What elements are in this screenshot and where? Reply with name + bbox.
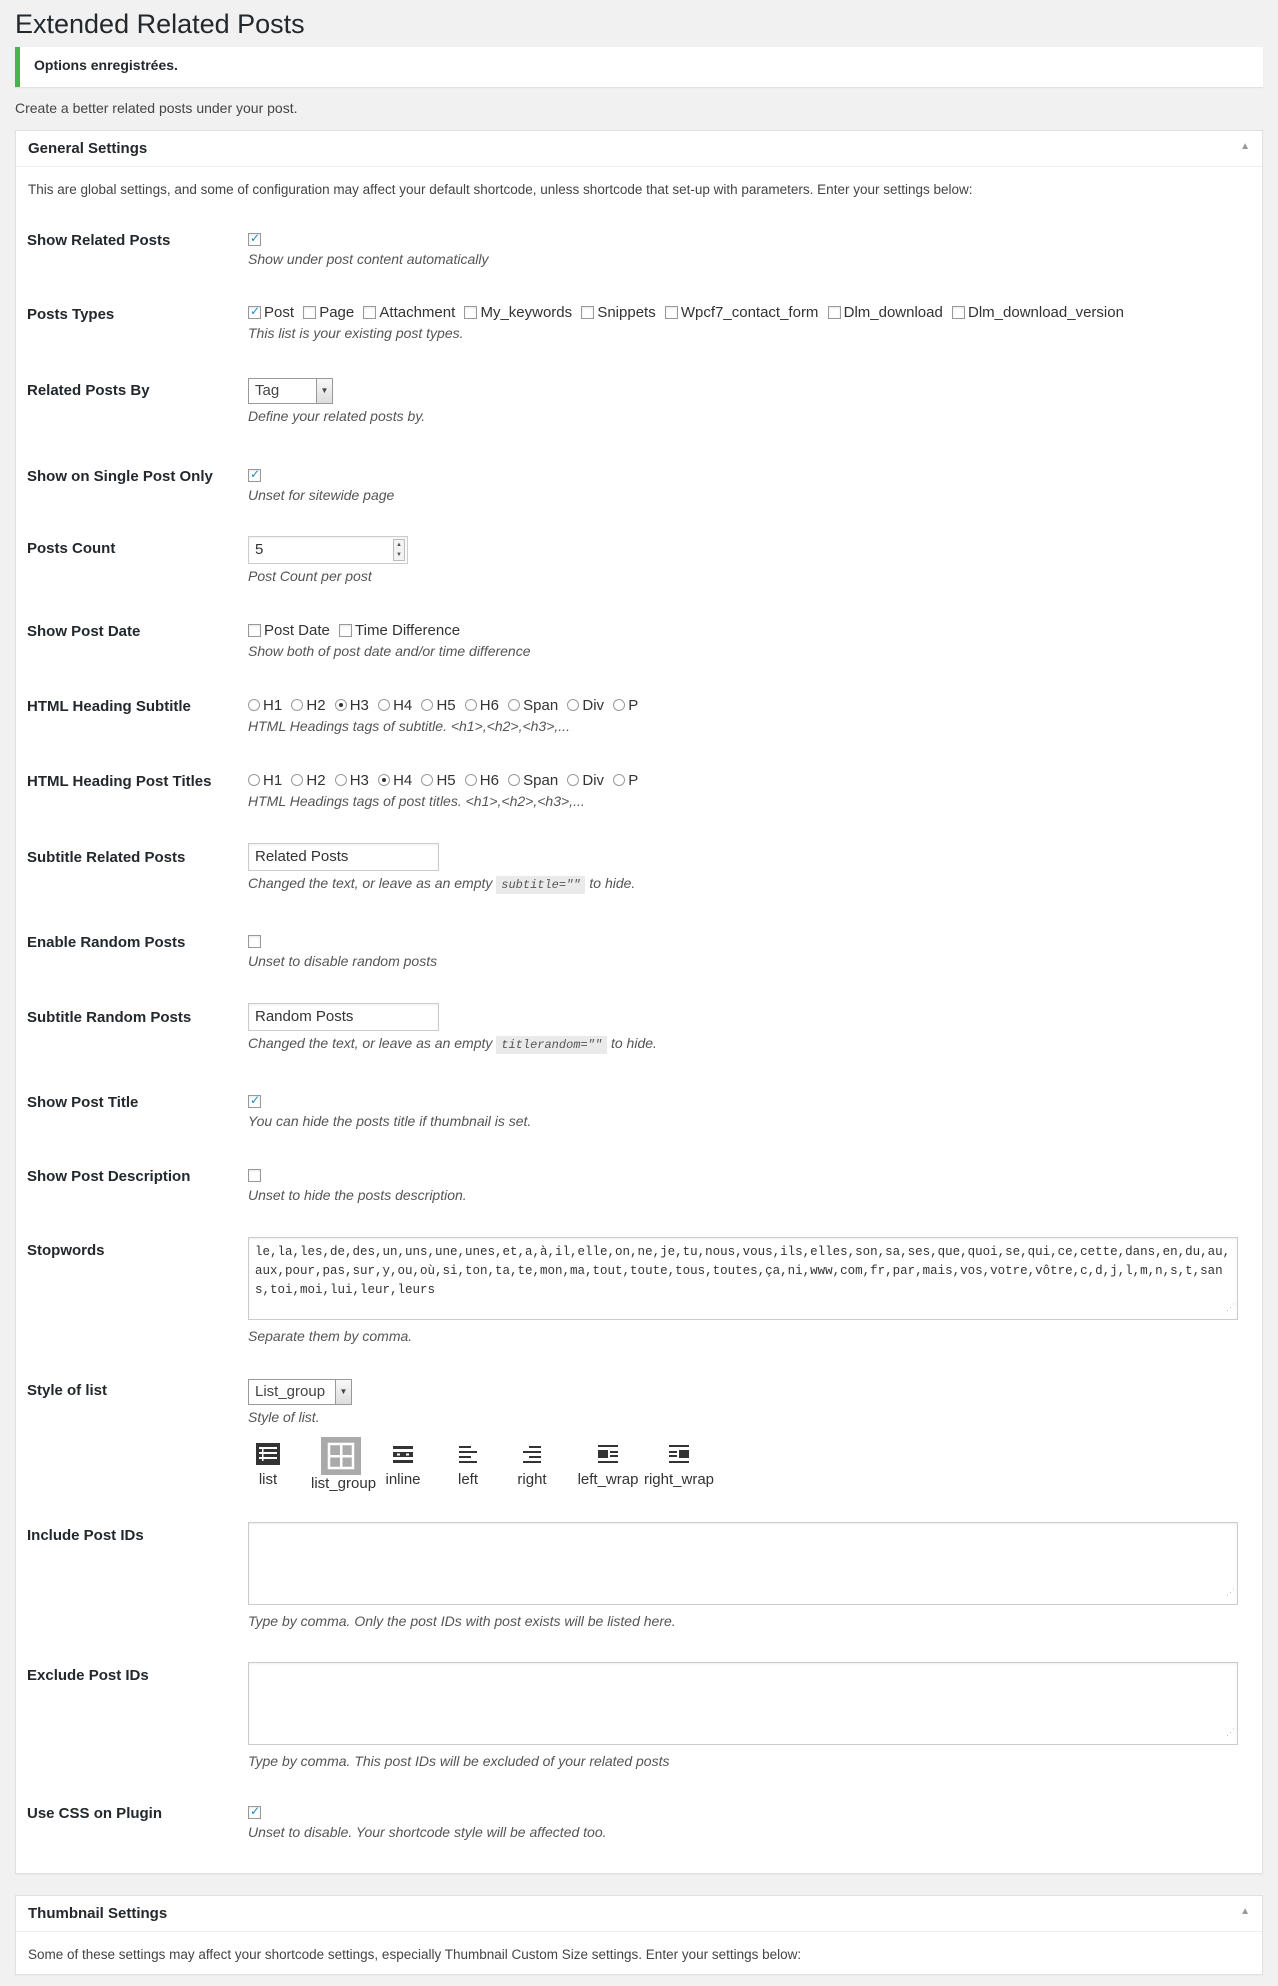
stepper-arrows-icon[interactable]: ▲ ▼ — [393, 539, 405, 561]
posts-count-desc: Post Count per post — [248, 568, 372, 584]
use-css-label: Use CSS on Plugin — [27, 1805, 163, 1822]
subtitle-random-input[interactable] — [248, 1003, 439, 1031]
post-type-checkbox-my-keywords[interactable] — [464, 306, 477, 319]
radio-label: H4 — [393, 771, 413, 789]
radio-label: Div — [582, 696, 605, 714]
posts-count-input[interactable] — [248, 536, 408, 564]
chevron-down-icon: ▼ — [335, 1380, 351, 1404]
style-option-right-wrap[interactable] — [642, 1437, 716, 1488]
radio-h4[interactable] — [378, 774, 390, 786]
radio-label: H2 — [306, 696, 326, 714]
resize-grip-icon[interactable]: ⋰ — [1226, 1303, 1235, 1313]
radio-label: Span — [523, 696, 559, 714]
post-type-checkbox-wpcf7[interactable] — [665, 306, 678, 319]
radio-h2[interactable] — [291, 699, 303, 711]
stopwords-textarea[interactable] — [248, 1237, 1238, 1320]
subtitle-random-value: Random Posts — [255, 1008, 354, 1025]
general-settings-header[interactable] — [16, 131, 1262, 167]
heading-subtitle-desc: HTML Headings tags of subtitle. <h1>,<h2>,<h3>,... — [248, 717, 570, 734]
post-type-label: Dlm_download — [843, 303, 943, 321]
style-option-left-wrap[interactable] — [576, 1437, 640, 1488]
post-date-opt-label: Post Date — [264, 621, 330, 639]
show-desc-label: Show Post Description — [27, 1168, 191, 1185]
inline-icon — [386, 1437, 420, 1471]
style-option-label: right — [517, 1471, 547, 1488]
post-type-checkbox-page[interactable] — [303, 306, 316, 319]
style-list-label: Style of list — [27, 1382, 108, 1399]
stopwords-value: le,la,les,de,des,un,uns,une,unes,et,a,à,il,elle,on,ne,je,tu,nous,vous,ils,elles,son,sa,ses,que,quoi,se,qui,ce,cette,dans,en,du,au,aux,pour,pas,sur,y,ou,où,si,ton,ta,te,mon,ma,tout,toute,tous,toutes,ça,ni,www,com,fr,par,mais,vos,votre,vôtre,c,d,j,l,m,n,s,t,sans,toi,moi,lui,leur,leurs — [255, 1245, 1231, 1297]
style-options — [248, 1437, 748, 1495]
style-option-label: list_group — [311, 1475, 377, 1492]
radio-label: P — [628, 771, 639, 789]
radio-h5[interactable] — [421, 699, 433, 711]
show-related-label: Show Related Posts — [27, 232, 171, 249]
radio-h6[interactable] — [465, 774, 477, 786]
chevron-down-icon: ▼ — [316, 379, 332, 403]
style-list-value: List_group — [255, 1383, 326, 1400]
post-date-desc: Show both of post date and/or time difference — [248, 642, 531, 659]
list-icon — [251, 1437, 285, 1471]
radio-h3[interactable] — [335, 774, 347, 786]
post-date-checkbox[interactable] — [248, 624, 261, 637]
exclude-ids-label: Exclude Post IDs — [27, 1667, 149, 1684]
show-title-label: Show Post Title — [27, 1094, 139, 1111]
style-option-right[interactable] — [510, 1437, 554, 1488]
radio-p[interactable] — [613, 774, 625, 786]
related-by-value: Tag — [255, 382, 280, 399]
style-option-label: left — [457, 1471, 478, 1488]
style-option-list-group[interactable] — [311, 1437, 377, 1492]
post-date-label: Show Post Date — [27, 623, 141, 640]
enable-random-label: Enable Random Posts — [27, 934, 186, 951]
style-option-label: right_wrap — [643, 1471, 715, 1488]
post-type-label: Page — [319, 303, 355, 321]
plugin-tagline: Create a better related posts under your post. — [15, 100, 298, 116]
include-ids-textarea[interactable] — [248, 1522, 1238, 1605]
heading-titles-radios — [248, 771, 643, 809]
radio-label: H1 — [263, 696, 283, 714]
radio-span[interactable] — [508, 774, 520, 786]
general-settings-title: General Settings — [28, 140, 148, 157]
post-type-label: My_keywords — [480, 303, 573, 321]
radio-label: H5 — [436, 696, 456, 714]
related-by-label: Related Posts By — [27, 382, 150, 399]
post-type-label: Attachment — [379, 303, 456, 321]
time-difference-checkbox[interactable] — [339, 624, 352, 637]
subtitle-related-label: Subtitle Related Posts — [27, 849, 186, 866]
shortcode-param: titlerandom="" — [496, 1036, 607, 1054]
exclude-ids-textarea[interactable] — [248, 1662, 1238, 1745]
page-title: Extended Related Posts — [15, 9, 305, 39]
collapse-toggle-icon[interactable]: ▲ — [1240, 141, 1250, 152]
include-ids-label: Include Post IDs — [27, 1527, 144, 1544]
general-settings-intro: This are global settings, and some of configuration may affect your default shortcode, unless shortcode that set-up with parameters. Enter your settings below: — [28, 182, 973, 197]
radio-label: H3 — [349, 696, 369, 714]
use-css-desc: Unset to disable. Your shortcode style will be affected too. — [248, 1824, 607, 1840]
radio-label: H3 — [349, 771, 369, 789]
settings-saved-notice — [15, 47, 1263, 87]
include-ids-desc: Type by comma. Only the post IDs with post exists will be listed here. — [248, 1613, 676, 1629]
radio-label: H6 — [479, 771, 499, 789]
post-type-checkbox-dlm-download-version[interactable] — [952, 306, 965, 319]
use-css-checkbox[interactable] — [248, 1806, 261, 1819]
thumbnail-settings-header[interactable] — [16, 1896, 1262, 1932]
radio-h1[interactable] — [248, 699, 260, 711]
style-option-left[interactable] — [448, 1437, 488, 1488]
heading-subtitle-radios — [248, 696, 643, 734]
radio-label: H2 — [306, 771, 326, 789]
radio-h1[interactable] — [248, 774, 260, 786]
radio-label: Div — [582, 771, 605, 789]
posts-count-value: 5 — [255, 541, 264, 558]
style-option-label: list — [258, 1471, 278, 1488]
collapse-toggle-icon[interactable]: ▲ — [1240, 1906, 1250, 1917]
single-only-label: Show on Single Post Only — [27, 468, 213, 485]
radio-div[interactable] — [567, 699, 579, 711]
subtitle-random-label: Subtitle Random Posts — [27, 1009, 192, 1026]
desc-text: to hide. — [610, 1035, 657, 1051]
radio-label: H4 — [393, 696, 413, 714]
radio-label: Span — [523, 771, 559, 789]
subtitle-random-desc — [248, 1035, 657, 1052]
show-related-desc: Show under post content automatically — [248, 251, 489, 267]
show-title-checkbox[interactable] — [248, 1095, 261, 1108]
thumbnail-settings-box — [15, 1895, 1263, 1975]
shortcode-param: subtitle="" — [496, 876, 585, 894]
enable-random-checkbox[interactable] — [248, 935, 261, 948]
single-only-desc: Unset for sitewide page — [248, 487, 395, 503]
stopwords-desc: Separate them by comma. — [248, 1328, 413, 1344]
desc-text: Changed the text, or leave as an empty — [248, 1035, 493, 1051]
show-desc-desc: Unset to hide the posts description. — [248, 1187, 467, 1203]
grid-icon — [321, 1437, 361, 1475]
subtitle-related-desc — [248, 875, 635, 892]
radio-div[interactable] — [567, 774, 579, 786]
subtitle-related-input[interactable] — [248, 843, 439, 871]
show-desc-checkbox[interactable] — [248, 1169, 261, 1182]
subtitle-related-value: Related Posts — [255, 848, 349, 865]
related-by-select[interactable] — [248, 378, 333, 404]
post-types-options — [248, 303, 1129, 320]
posts-count-label: Posts Count — [27, 540, 116, 557]
stopwords-label: Stopwords — [27, 1242, 105, 1259]
align-right-icon — [515, 1437, 549, 1471]
radio-span[interactable] — [508, 699, 520, 711]
post-type-checkbox-snippets[interactable] — [581, 306, 594, 319]
desc-text: to hide. — [589, 875, 636, 891]
post-type-label: Post — [264, 303, 295, 321]
radio-h5[interactable] — [421, 774, 433, 786]
heading-titles-label: HTML Heading Post Titles — [27, 773, 212, 790]
post-type-checkbox-attachment[interactable] — [363, 306, 376, 319]
radio-label: H6 — [479, 696, 499, 714]
heading-subtitle-label: HTML Heading Subtitle — [27, 698, 191, 715]
style-option-list[interactable] — [248, 1437, 288, 1488]
post-type-label: Dlm_download_version — [968, 303, 1124, 321]
show-title-desc: You can hide the posts title if thumbnail is set. — [248, 1113, 532, 1129]
exclude-ids-desc: Type by comma. This post IDs will be excluded of your related posts — [248, 1753, 670, 1769]
related-by-desc: Define your related posts by. — [248, 408, 426, 424]
single-only-checkbox[interactable] — [248, 469, 261, 482]
radio-h6[interactable] — [465, 699, 477, 711]
left-wrap-icon — [591, 1437, 625, 1471]
align-left-icon — [451, 1437, 485, 1471]
radio-h4[interactable] — [378, 699, 390, 711]
resize-grip-icon[interactable]: ⋰ — [1226, 1728, 1235, 1738]
thumbnail-settings-title: Thumbnail Settings — [28, 1905, 168, 1922]
style-option-label: left_wrap — [577, 1471, 639, 1488]
style-option-label: inline — [385, 1471, 421, 1488]
style-list-desc: Style of list. — [248, 1409, 320, 1425]
post-type-label: Snippets — [597, 303, 656, 321]
style-option-inline[interactable] — [378, 1437, 428, 1488]
enable-random-desc: Unset to disable random posts — [248, 953, 438, 969]
style-list-select[interactable] — [248, 1379, 352, 1405]
post-types-label: Posts Types — [27, 306, 115, 323]
desc-text: Changed the text, or leave as an empty — [248, 875, 493, 891]
post-types-desc: This list is your existing post types. — [248, 324, 464, 341]
right-wrap-icon — [662, 1437, 696, 1471]
post-type-checkbox-post[interactable] — [248, 306, 261, 319]
radio-label: H1 — [263, 771, 283, 789]
resize-grip-icon[interactable]: ⋰ — [1226, 1588, 1235, 1598]
heading-titles-desc: HTML Headings tags of post titles. <h1>,<h2>,<h3>,... — [248, 792, 585, 809]
thumbnail-settings-intro: Some of these settings may affect your shortcode settings, especially Thumbnail Custom Size settings. Enter your settings below: — [28, 1947, 802, 1962]
radio-label: P — [628, 696, 639, 714]
radio-h2[interactable] — [291, 774, 303, 786]
radio-p[interactable] — [613, 699, 625, 711]
show-related-checkbox[interactable] — [248, 233, 261, 246]
notice-text: Options enregistrées. — [34, 57, 178, 73]
radio-h3[interactable] — [335, 699, 347, 711]
radio-label: H5 — [436, 771, 456, 789]
post-type-checkbox-dlm-download[interactable] — [828, 306, 841, 319]
post-type-label: Wpcf7_contact_form — [680, 303, 819, 321]
time-difference-opt-label: Time Difference — [355, 621, 461, 639]
